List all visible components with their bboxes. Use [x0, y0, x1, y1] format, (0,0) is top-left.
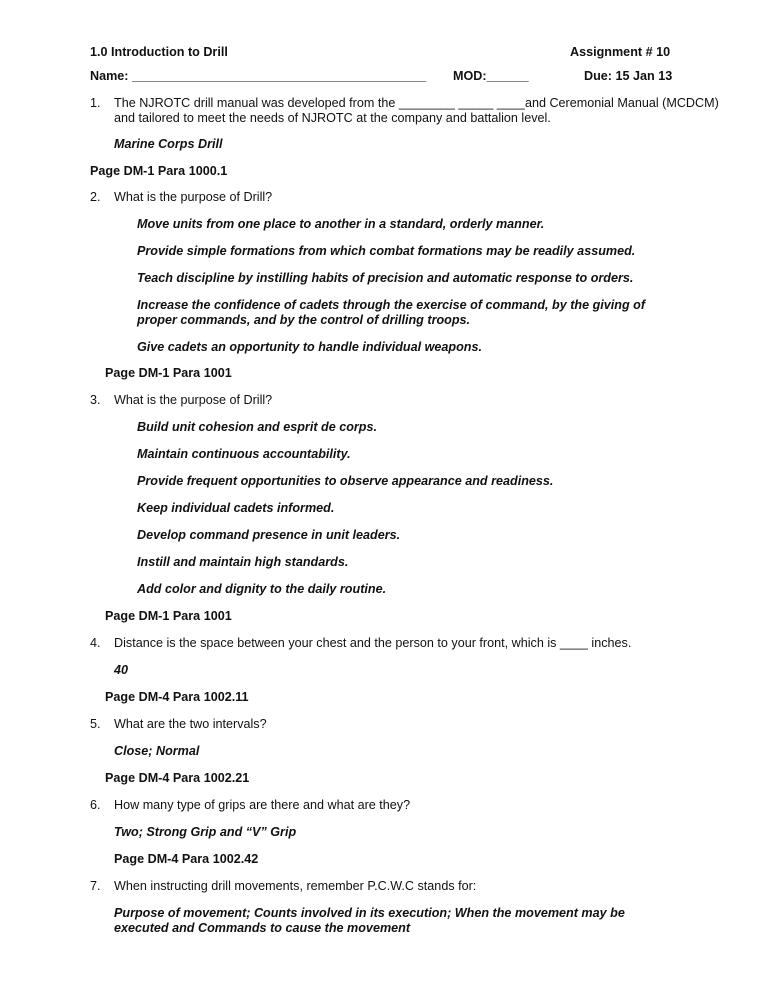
page-reference: Page DM-1 Para 1001	[105, 366, 232, 380]
answer: Maintain continuous accountability.	[137, 447, 351, 461]
page-reference: Page DM-1 Para 1000.1	[90, 164, 228, 178]
question-number: 2.	[90, 190, 101, 204]
answer: Develop command presence in unit leaders.	[137, 528, 401, 542]
question-number: 5.	[90, 717, 101, 731]
question-number: 7.	[90, 879, 101, 893]
question-text: What is the purpose of Drill?	[114, 393, 273, 407]
answer: Build unit cohesion and esprit de corps.	[137, 420, 378, 434]
answer: Give cadets an opportunity to handle individual weapons.	[137, 340, 482, 354]
page-reference: Page DM-4 Para 1002.11	[105, 690, 249, 704]
due-date: Due: 15 Jan 13	[584, 69, 673, 83]
question-number: 1.	[90, 96, 101, 110]
answer: Add color and dignity to the daily routine.	[137, 582, 387, 596]
mod-field: MOD:______	[453, 69, 529, 83]
question-number: 4.	[90, 636, 101, 650]
question-text: Distance is the space between your chest and the person to your front, which is ____ inches.	[114, 636, 632, 650]
answer: Purpose of movement; Counts involved in its execution; When the movement may be executed and Commands to cause the movement	[114, 906, 625, 935]
answer: Keep individual cadets informed.	[137, 501, 335, 515]
answer: Provide simple formations from which combat formations may be readily assumed.	[137, 244, 636, 258]
answer: Provide frequent opportunities to observe appearance and readiness.	[137, 474, 554, 488]
page-reference: Page DM-4 Para 1002.21	[105, 771, 250, 785]
question-number: 3.	[90, 393, 101, 407]
answer: Instill and maintain high standards.	[137, 555, 349, 569]
answer: Marine Corps Drill	[114, 137, 223, 151]
answer: Close; Normal	[114, 744, 200, 758]
answer: Increase the confidence of cadets through the exercise of command, by the giving of proper commands, and by the control of drilling troops.	[137, 298, 646, 327]
question-text: What are the two intervals?	[114, 717, 267, 731]
question-text: How many type of grips are there and what are they?	[114, 798, 411, 812]
page-reference: Page DM-1 Para 1001	[105, 609, 232, 623]
answer: Two; Strong Grip and “V” Grip	[114, 825, 297, 839]
question-text: What is the purpose of Drill?	[114, 190, 273, 204]
name-field: Name: __________________________________________	[90, 69, 427, 83]
question-text: When instructing drill movements, remember P.C.W.C stands for:	[114, 879, 477, 893]
question-text: The NJROTC drill manual was developed from the ________ _____ ____and Ceremonial Manual (MCDCM) and tailored to meet the needs of NJROTC at the company and battalion level.	[114, 96, 719, 125]
document-title: 1.0 Introduction to Drill	[90, 45, 228, 59]
page-reference: Page DM-4 Para 1002.42	[114, 852, 259, 866]
assignment-number: Assignment # 10	[570, 45, 671, 59]
answer: 40	[114, 663, 129, 677]
answer: Teach discipline by instilling habits of precision and automatic response to orders.	[137, 271, 634, 285]
answer: Move units from one place to another in a standard, orderly manner.	[137, 217, 545, 231]
question-number: 6.	[90, 798, 101, 812]
